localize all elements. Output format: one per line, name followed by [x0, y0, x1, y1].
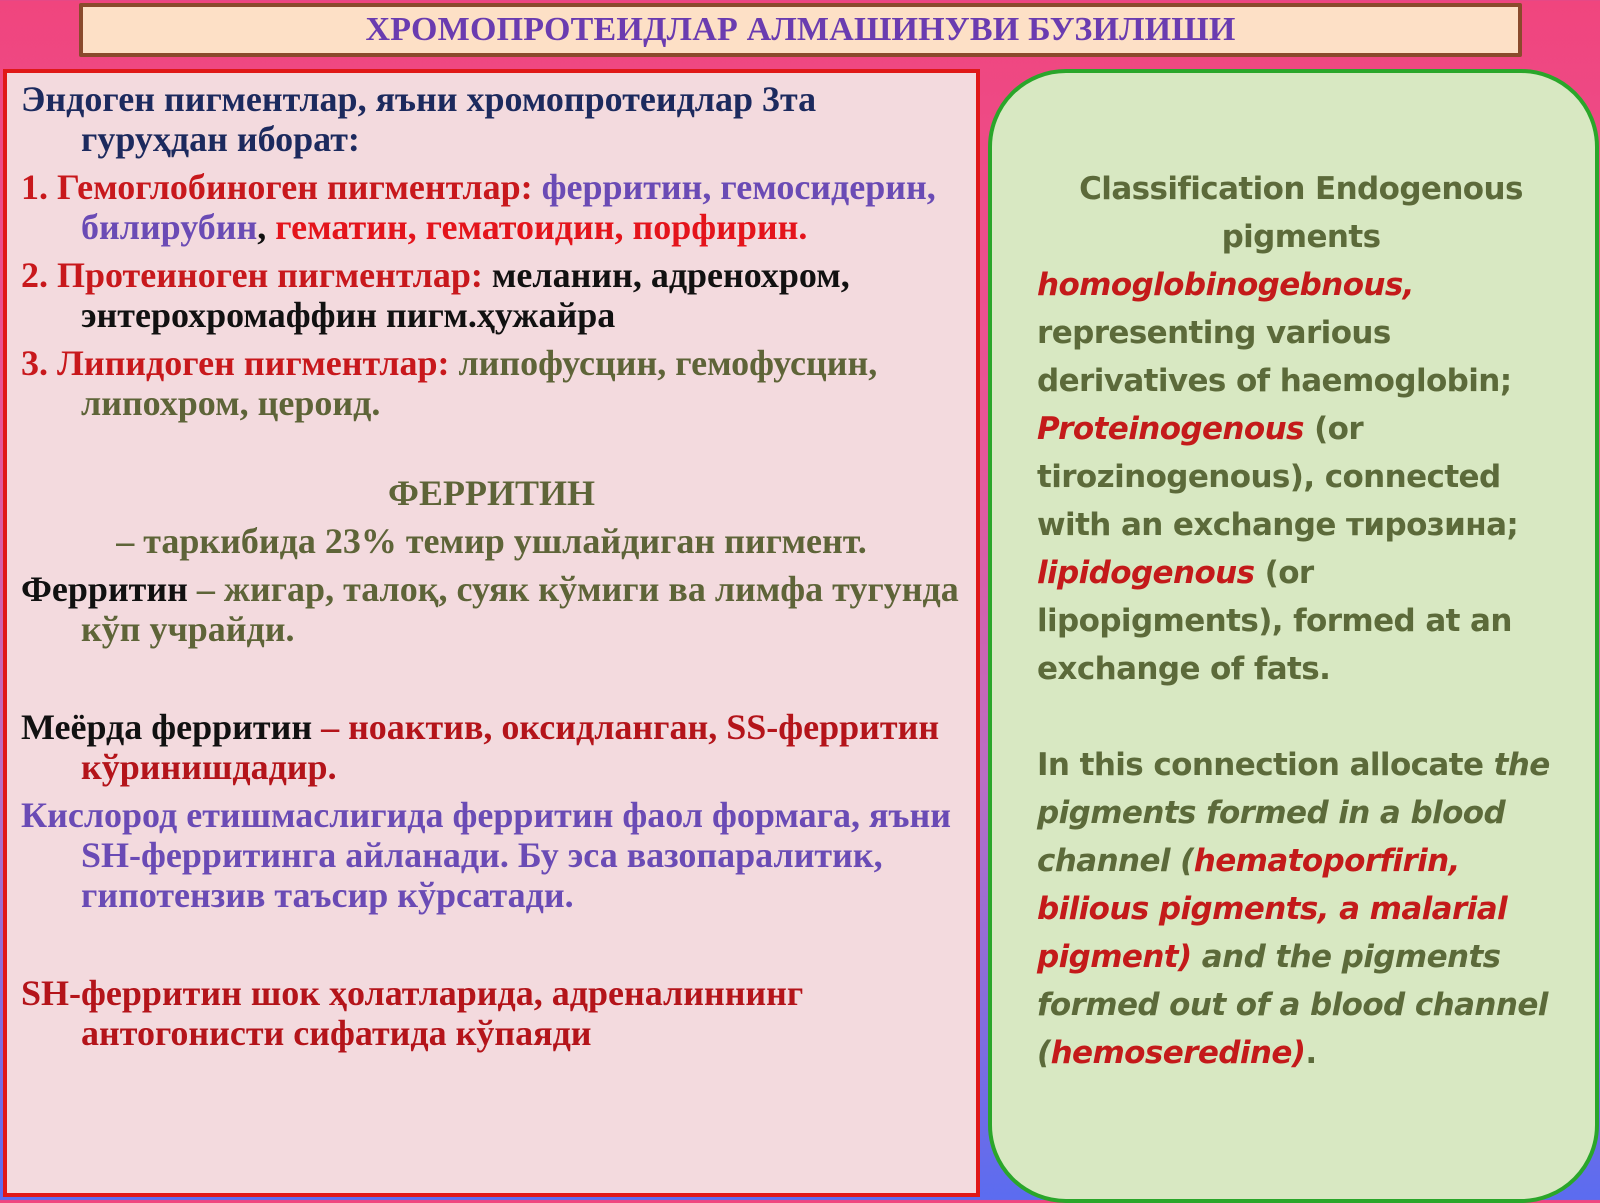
ferritin-heading: ФЕРРИТИН: [388, 473, 595, 513]
connection-plain: In this connection allocate: [1037, 747, 1494, 783]
item1-purple-text: ферритин, гемосидерин, билирубин: [81, 167, 936, 247]
proteinogenous-text: (or tirozinogenous), connected with an exchange тирозина;: [1037, 411, 1519, 543]
item3-text: липофусцин, гемофусцин, липохром, цероид.: [81, 343, 878, 423]
homoglobinogenous-term: homoglobinogebnous,: [1037, 267, 1414, 303]
oxygen-deficiency-paragraph: Кислород етишмаслигида ферритин фаол формага, яъни SH-ферритинга айланади. Бу эса вазопаралитик, гипотензив таъсир кўрсатади.: [21, 795, 951, 915]
item2-text: меланин, адренохром, энтерохромаффин пигм.ҳужайра: [81, 255, 850, 335]
connection-red-terms: hematoporfirin, bilious pigments, a malarial pigment): [1037, 843, 1508, 975]
item3-label: 3. Липидоген пигментлар:: [21, 343, 459, 383]
classification-body: [1037, 261, 1565, 693]
shock-paragraph: SH-ферритин шок ҳолатларида, адреналиннинг антогонисти сифатида кўпаяди: [21, 973, 804, 1053]
right-panel: [988, 69, 1599, 1203]
connection-red-terms-2: hemoseredine): [1050, 1035, 1306, 1071]
ferritin-location-term: Ферритин: [21, 569, 197, 609]
ferritin-location-text: – жигар, талоқ, суяк кўмиги ва лимфа тугунда кўп учрайди.: [81, 569, 959, 649]
title-bar: [79, 3, 1522, 57]
list-item-proteinogenic: [21, 255, 962, 335]
normal-ferritin-text: – ноактив, оксидланган, SS-ферритин кўринишдадир.: [81, 707, 940, 787]
item2-label: 2. Протеиноген пигментлар:: [21, 255, 492, 295]
ferritin-definition: – таркибида 23% темир ушлайдиган пигмент.: [116, 521, 867, 561]
lipidogenous-text: (or lipopigments), formed at an exchange of fats.: [1037, 555, 1512, 687]
ferritin-location-paragraph: [21, 569, 962, 649]
item1-red-text: гематин, гематоидин, порфирин.: [275, 207, 808, 247]
connection-italic-2: and the pigments formed out of a blood channel (: [1037, 939, 1548, 1071]
normal-ferritin-paragraph: [21, 707, 962, 787]
proteinogenous-term: Proteinogenous: [1037, 411, 1304, 447]
item1-comma: ,: [257, 207, 276, 247]
homoglobinogenous-text: representing various derivatives of haemoglobin;: [1037, 315, 1512, 399]
list-item-hemoglobinogenic: [21, 167, 962, 247]
intro-paragraph: Эндоген пигментлар, яъни хромопротеидлар 3та гуруҳдан иборат:: [21, 79, 817, 159]
connection-italic: the pigments formed in a blood channel (: [1037, 747, 1550, 879]
lipidogenous-term: lipidogenous: [1037, 555, 1255, 591]
list-item-lipidogenic: [21, 343, 962, 423]
slide-title: ХРОМОПРОТЕИДЛАР АЛМАШИНУВИ БУЗИЛИШИ: [365, 11, 1236, 48]
item1-label: 1. Гемоглобиноген пигментлар:: [21, 167, 542, 207]
normal-ferritin-term: Меёрда ферритин: [21, 707, 322, 747]
connection-paragraph: [1037, 741, 1565, 1077]
classification-heading: Classification Endogenous pigments: [1079, 171, 1523, 255]
connection-end: .: [1305, 1035, 1317, 1071]
left-panel: [3, 69, 980, 1197]
